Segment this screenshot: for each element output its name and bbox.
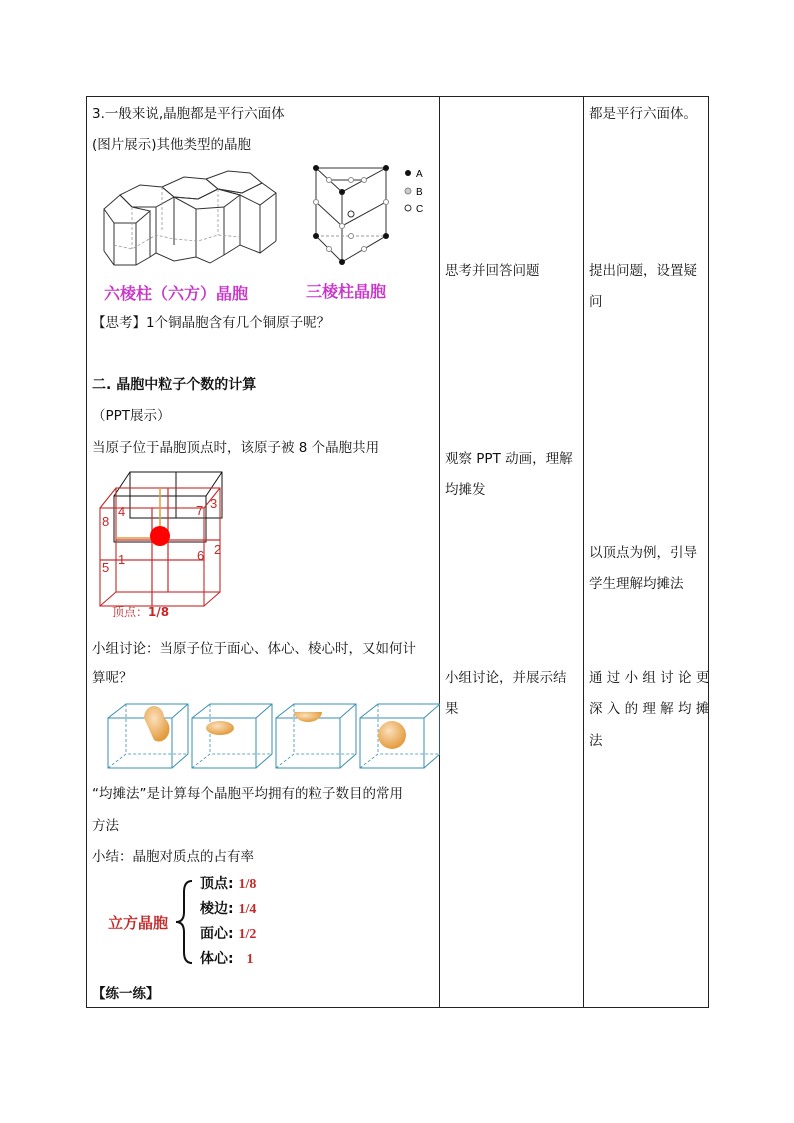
intent-vertex: 以顶点为例，引导 <box>589 545 697 561</box>
rate-value: 1 <box>246 952 254 967</box>
tri-cell-caption: 三棱柱晶胞 <box>306 282 387 301</box>
legend-c: C <box>416 204 424 215</box>
rate-vertex <box>200 876 256 894</box>
method-text: “均摊法”是计算每个晶胞平均拥有的粒子数目的常用 <box>92 786 403 802</box>
summary-text: 小结：晶胞对质点的占有率 <box>92 849 254 865</box>
point-3-text: 3.一般来说,晶胞都是平行六面体 <box>92 106 285 122</box>
vertex-sharing-figure <box>96 468 236 623</box>
student-group-cont: 果 <box>445 701 459 717</box>
cube-label: 4 <box>118 504 126 519</box>
discuss-text-cont: 算呢？ <box>92 670 133 686</box>
vertex-caption <box>112 605 169 619</box>
vertex-share-text: 当原子位于晶胞顶点时，该原子被 8 个晶胞共用 <box>92 440 380 456</box>
intent-parallel: 都是平行六面体。 <box>589 106 697 122</box>
discuss-text: 小组讨论：当原子位于面心、体心、棱心时，又如何计 <box>92 641 416 657</box>
ppt-show-text: （PPT展示） <box>92 408 171 424</box>
four-cubes-figure <box>100 700 440 772</box>
intent-raise: 提出问题，设置疑 <box>589 263 697 279</box>
think-question: 【思考】1个铜晶胞含有几个铜原子呢？ <box>92 315 331 331</box>
vertex-caption-label: 顶点： <box>112 605 149 619</box>
rate-edge <box>200 901 256 919</box>
student-answer: 思考并回答问题 <box>445 263 540 279</box>
student-observe: 观察 PPT 动画，理解 <box>445 451 573 467</box>
rate-label: 棱边: <box>200 901 234 917</box>
intent-group-cont: 深 入 的 理 解 均 摊 <box>589 701 710 717</box>
rate-label: 体心: <box>200 951 234 967</box>
cube-label: 2 <box>214 542 222 557</box>
student-observe-cont: 均摊发 <box>445 482 486 498</box>
image-show-text: (图片展示)其他类型的晶胞 <box>92 137 252 153</box>
rate-value: 1/2 <box>238 927 257 942</box>
legend-a: A <box>416 169 423 180</box>
legend-b: B <box>416 187 423 198</box>
triangular-cell-figure <box>306 160 436 272</box>
intent-group-cont2: 法 <box>589 733 603 749</box>
cube-label: 5 <box>102 560 110 575</box>
brace-icon <box>172 878 196 966</box>
vertex-caption-value: 1/8 <box>148 605 170 619</box>
rate-value: 1/4 <box>238 902 257 917</box>
intent-group: 通 过 小 组 讨 论 更 <box>589 670 710 686</box>
practice-label: 【练一练】 <box>92 986 160 1002</box>
hex-cell-caption: 六棱柱（六方）晶胞 <box>104 284 249 303</box>
cube-label: 3 <box>210 496 218 511</box>
rate-value: 1/8 <box>238 877 257 892</box>
cube-label: 8 <box>102 514 110 529</box>
intent-raise-cont: 问 <box>589 294 603 310</box>
cube-label: 1 <box>118 552 126 567</box>
column-divider <box>439 97 440 1007</box>
student-group: 小组讨论，并展示结 <box>445 670 567 686</box>
cube-label: 7 <box>196 503 204 518</box>
cubic-cell-label: 立方晶胞 <box>108 914 169 932</box>
intent-vertex-cont: 学生理解均摊法 <box>589 576 684 592</box>
section-title: 二. 晶胞中粒子个数的计算 <box>92 377 257 393</box>
hexagonal-cell-figure <box>100 165 280 273</box>
cube-label: 6 <box>197 548 205 563</box>
rate-face <box>200 926 256 944</box>
rate-label: 面心: <box>200 926 234 942</box>
column-divider <box>583 97 584 1007</box>
rate-body <box>200 951 253 969</box>
method-text-cont: 方法 <box>92 818 119 834</box>
rate-label: 顶点: <box>200 876 234 892</box>
